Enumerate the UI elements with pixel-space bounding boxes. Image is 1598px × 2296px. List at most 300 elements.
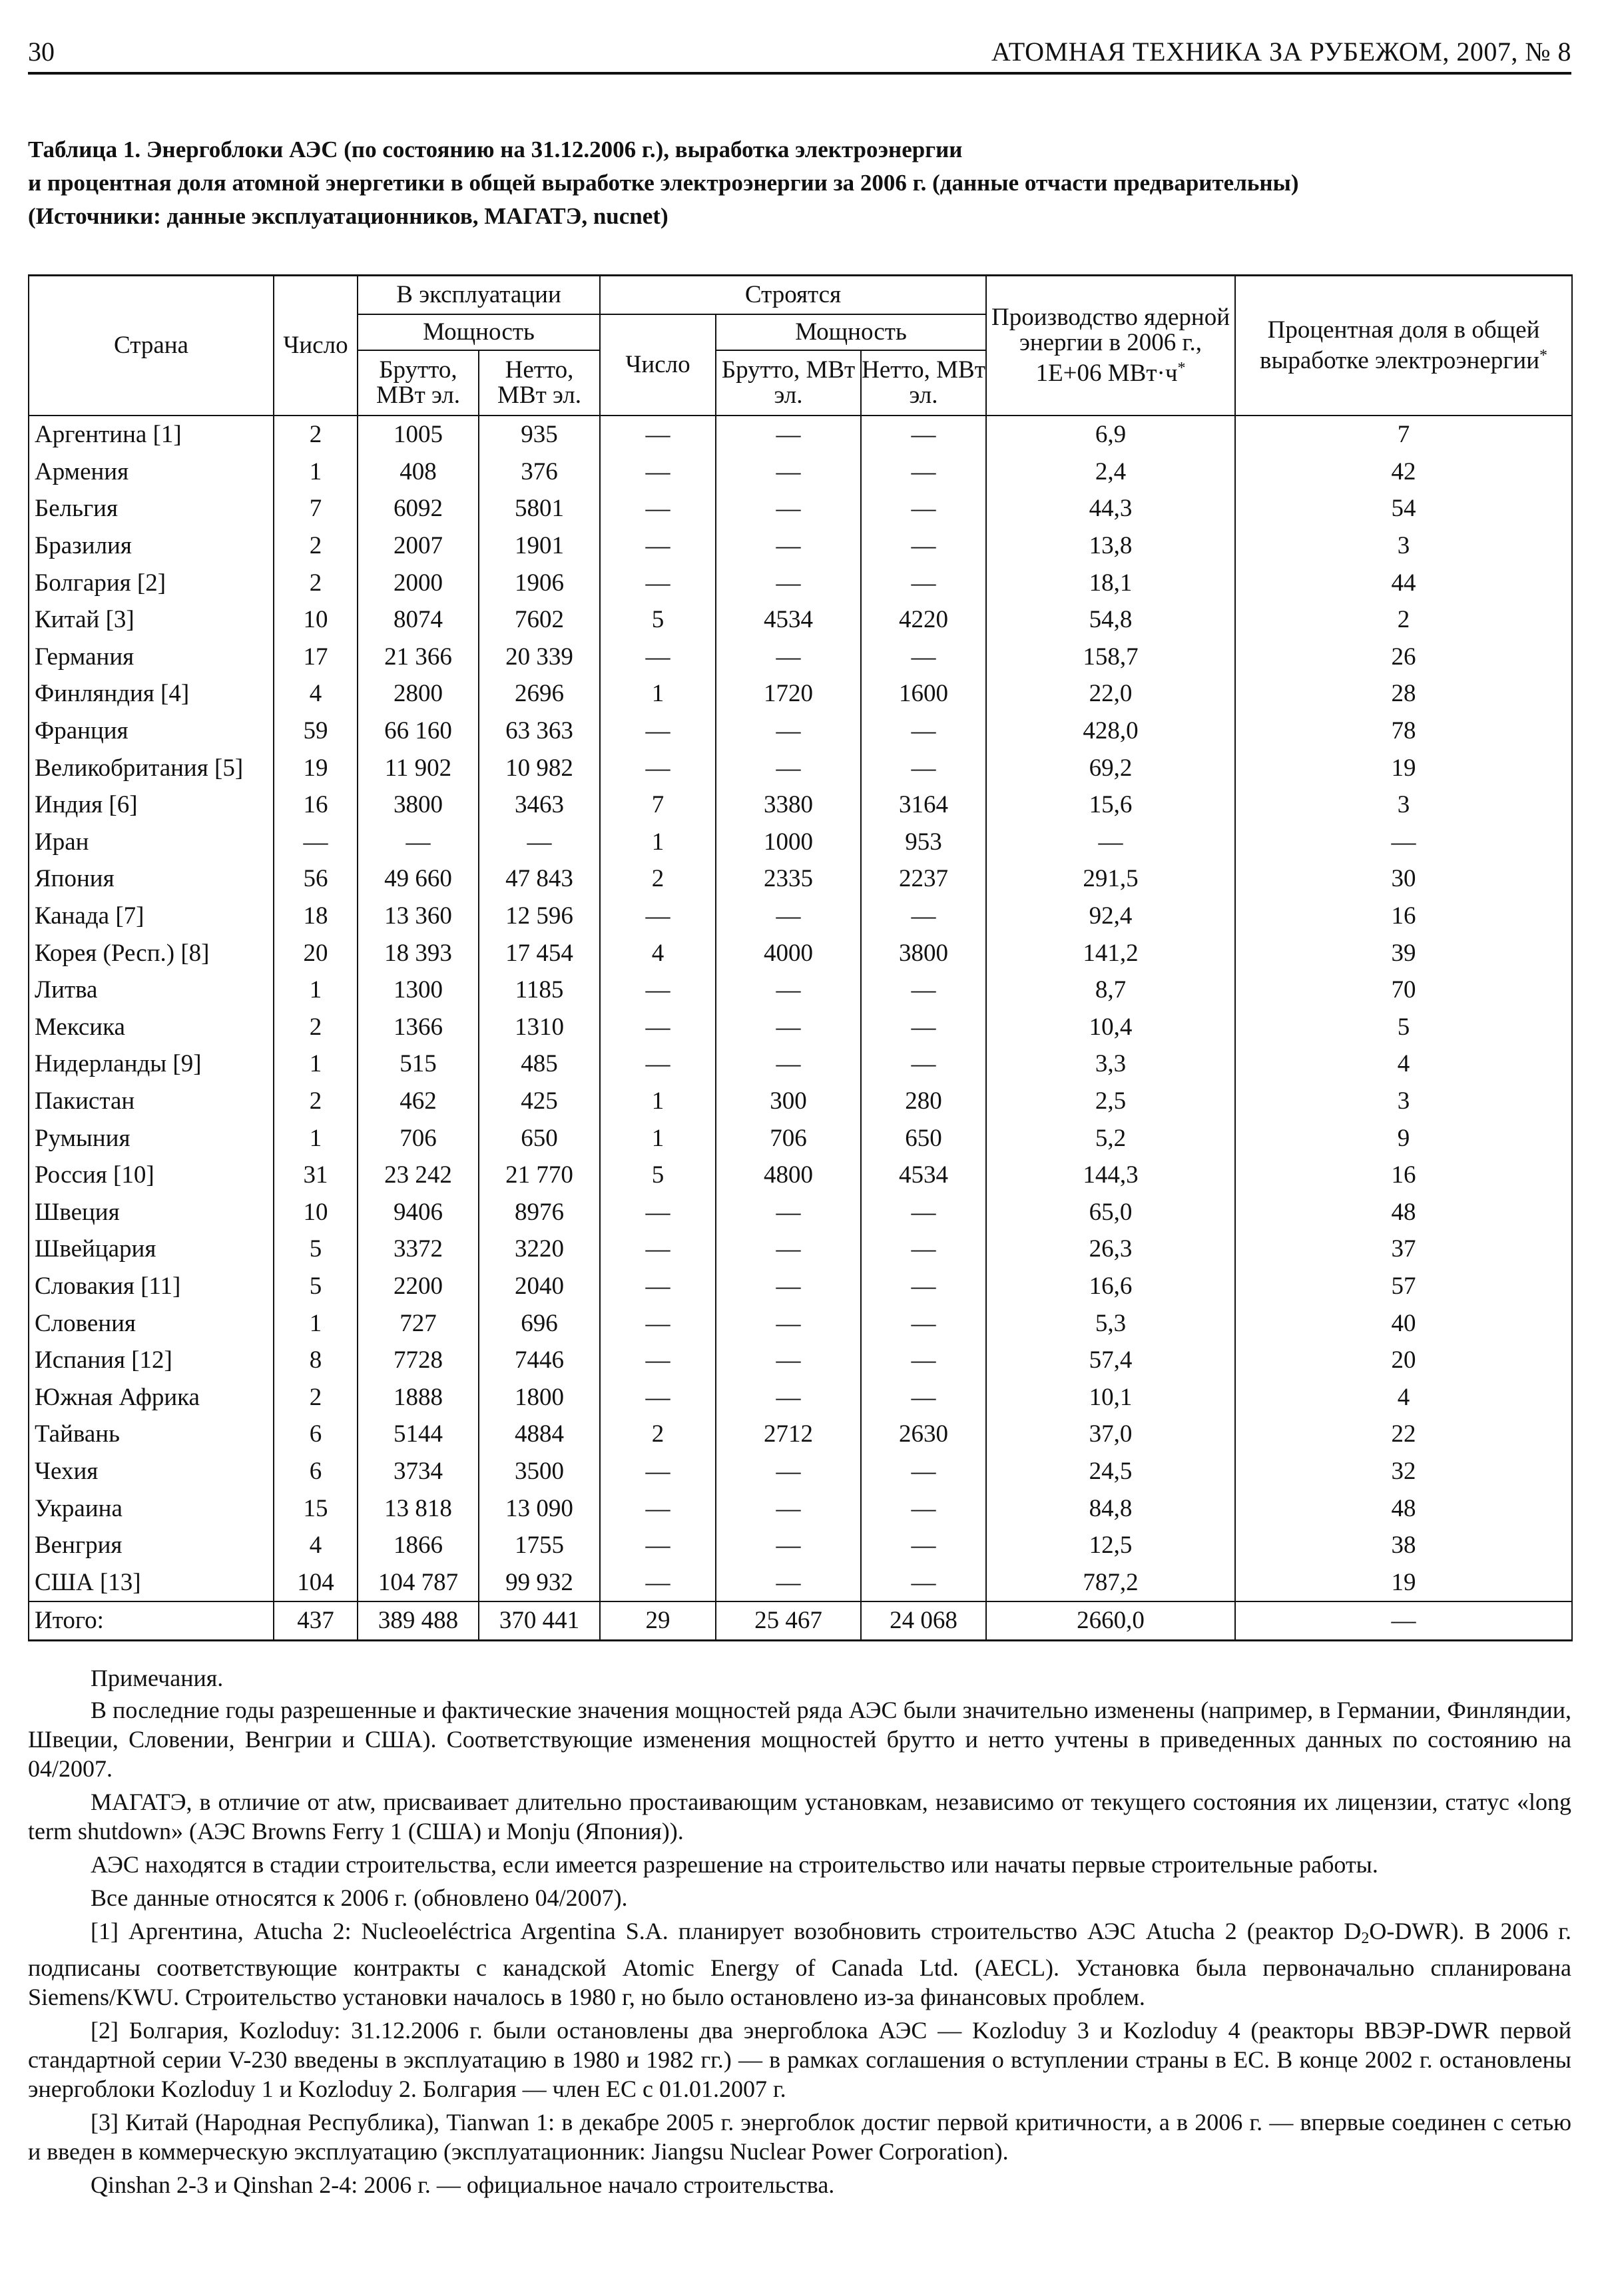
note-5-part-a: [1] Аргентина, Atucha 2: Nucleoeléctrica Argentina S.A. планирует возобновить строительство АЭС Atucha 2 (реактор D [91, 1918, 1362, 1944]
cell-count-uc: — [600, 453, 716, 491]
caption-line-1: Таблица 1. Энергоблоки АЭС (по состоянию на 31.12.2006 г.), выработка электроэнергии [28, 137, 963, 162]
cell-production: 54,8 [986, 601, 1235, 639]
cell-gross: 6092 [358, 490, 479, 527]
cell-gross: 2800 [358, 675, 479, 713]
table-row [29, 601, 1572, 639]
cell-count-uc: — [600, 1453, 716, 1490]
cell-gross-uc: — [716, 1564, 861, 1601]
cell-net: 1800 [479, 1378, 600, 1416]
cell-net-uc: — [861, 1527, 986, 1564]
cell-gross-uc: — [716, 453, 861, 491]
cell-net-uc: — [861, 416, 986, 453]
cell-net: 63 363 [479, 713, 600, 750]
cell-net-uc: — [861, 898, 986, 935]
cell-count: — [274, 824, 358, 861]
cell-gross: 1888 [358, 1378, 479, 1416]
cell-gross: 18 393 [358, 934, 479, 972]
cell-gross-uc: 1000 [716, 824, 861, 861]
production-asterisk: * [1177, 360, 1186, 377]
cell-count-uc: — [600, 1564, 716, 1601]
cell-gross-uc: — [716, 972, 861, 1009]
cell-count-uc: 29 [600, 1601, 716, 1640]
cell-count-uc: — [600, 564, 716, 601]
table-row [29, 1527, 1572, 1564]
cell-gross: 3800 [358, 786, 479, 824]
cell-count: 59 [274, 713, 358, 750]
table-row [29, 824, 1572, 861]
cell-gross-uc: — [716, 1268, 861, 1305]
table-row [29, 898, 1572, 935]
cell-gross: 104 787 [358, 1564, 479, 1601]
cell-share: 7 [1235, 416, 1572, 453]
cell-gross: 1300 [358, 972, 479, 1009]
col-share [1235, 276, 1572, 416]
note-paragraph-6: [2] Болгария, Kozloduy: 31.12.2006 г. были остановлены два энергоблока АЭС — Kozloduy 3 и Kozloduy 4 (реакторы ВВЭР-DWR первой стандартной серии V-230 введены в эксплуатацию в 1980 и 1982 гг.) — в рамках соглашения о вступлении страны в ЕС. В конце 2002 г. остановлены энергоблоки Kozloduy 1 и Kozloduy 2. Болгария — член ЕС с 01.01.2007 г. [28, 2017, 1571, 2102]
note-paragraph-3: АЭС находятся в стадии строительства, если имеется разрешение на строительство или начаты первые строительные работы. [91, 1851, 1378, 1878]
cell-net: 13 090 [479, 1490, 600, 1527]
cell-net: 1906 [479, 564, 600, 601]
cell-count: 18 [274, 898, 358, 935]
col-count-uc: Число [600, 314, 716, 416]
cell-count: 2 [274, 1083, 358, 1120]
cell-gross-uc: 706 [716, 1119, 861, 1157]
cell-share: 28 [1235, 675, 1572, 713]
cell-gross-uc: — [716, 490, 861, 527]
cell-count-uc: — [600, 490, 716, 527]
cell-count: 20 [274, 934, 358, 972]
cell-count: 2 [274, 1009, 358, 1046]
cell-count-uc: — [600, 1193, 716, 1231]
cell-production: 787,2 [986, 1564, 1235, 1601]
cell-country: Россия [10] [29, 1157, 274, 1194]
cell-net-uc: 4220 [861, 601, 986, 639]
cell-net-uc: 2237 [861, 860, 986, 898]
cell-gross-uc: 300 [716, 1083, 861, 1120]
cell-share: 44 [1235, 564, 1572, 601]
cell-production: 6,9 [986, 416, 1235, 453]
cell-count-uc: 1 [600, 1119, 716, 1157]
cell-share: 32 [1235, 1453, 1572, 1490]
cell-country: Чехия [29, 1453, 274, 1490]
cell-production: 8,7 [986, 972, 1235, 1009]
cell-production: 428,0 [986, 713, 1235, 750]
table-row [29, 1342, 1572, 1379]
col-production [986, 276, 1235, 416]
table-row [29, 1045, 1572, 1083]
cell-net: 20 339 [479, 639, 600, 676]
cell-count-uc: — [600, 1342, 716, 1379]
cell-share: 48 [1235, 1490, 1572, 1527]
cell-net: 99 932 [479, 1564, 600, 1601]
cell-share: 20 [1235, 1342, 1572, 1379]
table-row [29, 1304, 1572, 1342]
cell-country: Бельгия [29, 490, 274, 527]
cell-count: 31 [274, 1157, 358, 1194]
cell-gross: 13 818 [358, 1490, 479, 1527]
cell-gross: 9406 [358, 1193, 479, 1231]
table-row [29, 1564, 1572, 1601]
cell-gross-uc: — [716, 639, 861, 676]
cell-net: 21 770 [479, 1157, 600, 1194]
cell-net: 47 843 [479, 860, 600, 898]
cell-count: 1 [274, 1045, 358, 1083]
cell-count-uc: 1 [600, 675, 716, 713]
cell-count: 5 [274, 1231, 358, 1268]
cell-production: 158,7 [986, 639, 1235, 676]
cell-count: 19 [274, 749, 358, 786]
cell-share: 57 [1235, 1268, 1572, 1305]
cell-net-uc: — [861, 1564, 986, 1601]
table-row [29, 639, 1572, 676]
cell-gross: 11 902 [358, 749, 479, 786]
cell-gross: 1005 [358, 416, 479, 453]
note-paragraph-8: Qinshan 2-3 и Qinshan 2-4: 2006 г. — официальное начало строительства. [91, 2171, 835, 2198]
cell-gross: 8074 [358, 601, 479, 639]
cell-count: 2 [274, 527, 358, 565]
cell-gross-uc: — [716, 416, 861, 453]
cell-net-uc: 2630 [861, 1416, 986, 1453]
cell-net: 4884 [479, 1416, 600, 1453]
cell-production: 2,4 [986, 453, 1235, 491]
cell-net-uc: — [861, 1342, 986, 1379]
cell-count: 16 [274, 786, 358, 824]
cell-country: Аргентина [1] [29, 416, 274, 453]
cell-net: 2040 [479, 1268, 600, 1305]
cell-net-uc: — [861, 1009, 986, 1046]
cell-gross: — [358, 824, 479, 861]
cell-count-uc: — [600, 1268, 716, 1305]
cell-net: — [479, 824, 600, 861]
page-number: 30 [28, 37, 55, 67]
journal-title: АТОМНАЯ ТЕХНИКА ЗА РУБЕЖОМ, 2007, № 8 [991, 37, 1571, 67]
table-row [29, 1378, 1572, 1416]
cell-production: 26,3 [986, 1231, 1235, 1268]
cell-net-uc: — [861, 1304, 986, 1342]
cell-count-uc: 7 [600, 786, 716, 824]
note-paragraph-4: Все данные относятся к 2006 г. (обновлено 04/2007). [91, 1884, 628, 1911]
cell-country: Словения [29, 1304, 274, 1342]
cell-gross: 7728 [358, 1342, 479, 1379]
caption-line-3: (Источники: данные эксплуатационников, МАГАТЭ, nucnet) [28, 203, 668, 229]
cell-count: 4 [274, 1527, 358, 1564]
table-row [29, 1490, 1572, 1527]
cell-gross-uc: — [716, 527, 861, 565]
cell-count: 104 [274, 1564, 358, 1601]
cell-production: 69,2 [986, 749, 1235, 786]
cell-gross-uc: — [716, 1378, 861, 1416]
cell-net-uc: — [861, 639, 986, 676]
cell-country: Болгария [2] [29, 564, 274, 601]
cell-production: 144,3 [986, 1157, 1235, 1194]
cell-country: Украина [29, 1490, 274, 1527]
cell-net: 3463 [479, 786, 600, 824]
cell-gross: 49 660 [358, 860, 479, 898]
cell-share: 42 [1235, 453, 1572, 491]
cell-production: 141,2 [986, 934, 1235, 972]
cell-net-uc: — [861, 527, 986, 565]
table-row [29, 1157, 1572, 1194]
col-share-label: Процентная доля в общей выработке электроэнергии [1260, 316, 1540, 374]
cell-country: Великобритания [5] [29, 749, 274, 786]
cell-count: 4 [274, 675, 358, 713]
npp-table [28, 274, 1573, 1641]
cell-gross: 5144 [358, 1416, 479, 1453]
cell-share: 4 [1235, 1378, 1572, 1416]
col-power-uc: Мощность [716, 314, 986, 350]
cell-net: 1755 [479, 1527, 600, 1564]
cell-net: 376 [479, 453, 600, 491]
cell-share: 78 [1235, 713, 1572, 750]
cell-gross-uc: — [716, 1231, 861, 1268]
cell-net: 650 [479, 1119, 600, 1157]
cell-production: 5,2 [986, 1119, 1235, 1157]
cell-production: 24,5 [986, 1453, 1235, 1490]
cell-country: Южная Африка [29, 1378, 274, 1416]
cell-net: 7446 [479, 1342, 600, 1379]
cell-gross-uc: — [716, 1527, 861, 1564]
cell-net-uc: — [861, 1231, 986, 1268]
cell-net-uc: 24 068 [861, 1601, 986, 1640]
cell-net-uc: 3164 [861, 786, 986, 824]
cell-count-uc: — [600, 416, 716, 453]
cell-production: 44,3 [986, 490, 1235, 527]
col-gross: Брутто, МВт эл. [358, 350, 479, 416]
note-5-subscript: 2 [1361, 1930, 1370, 1947]
cell-share: 3 [1235, 1083, 1572, 1120]
cell-net-uc: 3800 [861, 934, 986, 972]
table-row [29, 490, 1572, 527]
cell-count: 10 [274, 601, 358, 639]
cell-net-uc: — [861, 1193, 986, 1231]
cell-count-uc: 1 [600, 824, 716, 861]
cell-count-uc: — [600, 972, 716, 1009]
cell-production: 5,3 [986, 1304, 1235, 1342]
cell-count: 1 [274, 972, 358, 1009]
cell-count: 15 [274, 1490, 358, 1527]
cell-gross-uc: — [716, 1304, 861, 1342]
cell-production: 13,8 [986, 527, 1235, 565]
cell-net: 485 [479, 1045, 600, 1083]
cell-share: 2 [1235, 601, 1572, 639]
cell-count: 5 [274, 1268, 358, 1305]
cell-production: 84,8 [986, 1490, 1235, 1527]
cell-net: 370 441 [479, 1601, 600, 1640]
cell-net: 10 982 [479, 749, 600, 786]
cell-count-uc: 2 [600, 860, 716, 898]
cell-count: 1 [274, 1119, 358, 1157]
cell-share: 40 [1235, 1304, 1572, 1342]
cell-net-uc: 4534 [861, 1157, 986, 1194]
cell-count-uc: 2 [600, 1416, 716, 1453]
cell-gross: 706 [358, 1119, 479, 1157]
cell-gross-uc: — [716, 1045, 861, 1083]
cell-share: 3 [1235, 527, 1572, 565]
notes-heading: Примечания. [91, 1665, 224, 1691]
cell-net-uc: — [861, 1490, 986, 1527]
cell-gross: 462 [358, 1083, 479, 1120]
cell-net-uc: — [861, 1453, 986, 1490]
cell-gross-uc: 2712 [716, 1416, 861, 1453]
cell-net: 2696 [479, 675, 600, 713]
cell-net: 12 596 [479, 898, 600, 935]
cell-gross: 1866 [358, 1527, 479, 1564]
cell-share: — [1235, 824, 1572, 861]
col-in-operation: В эксплуатации [358, 276, 600, 315]
cell-net-uc: — [861, 713, 986, 750]
caption-line-2: и процентная доля атомной энергетики в общей выработке электроэнергии за 2006 г. (данные отчасти предварительны) [28, 170, 1299, 196]
note-paragraph-1: В последние годы разрешенные и фактические значения мощностей ряда АЭС были значительно изменены (например, в Германии, Финляндии, Швеции, Словении, Венгрии и США). Соответствующие изменения мощностей брутто и нетто учтены в приведенных данных по состоянию на 04/2007. [28, 1697, 1571, 1782]
cell-count-uc: — [600, 1009, 716, 1046]
cell-gross: 2007 [358, 527, 479, 565]
cell-production: 16,6 [986, 1268, 1235, 1305]
note-paragraph-5 [28, 1916, 1571, 2012]
table-row [29, 1231, 1572, 1268]
cell-net-uc: 953 [861, 824, 986, 861]
cell-share: 22 [1235, 1416, 1572, 1453]
cell-share: 48 [1235, 1193, 1572, 1231]
cell-net-uc: 280 [861, 1083, 986, 1120]
cell-share: 38 [1235, 1527, 1572, 1564]
cell-country: Тайвань [29, 1416, 274, 1453]
cell-gross: 3734 [358, 1453, 479, 1490]
table-row [29, 1416, 1572, 1453]
cell-country: Пакистан [29, 1083, 274, 1120]
cell-count-uc: 1 [600, 1083, 716, 1120]
cell-net-uc: 1600 [861, 675, 986, 713]
cell-gross-uc: — [716, 564, 861, 601]
cell-share: 3 [1235, 786, 1572, 824]
cell-count-uc: — [600, 1527, 716, 1564]
cell-share: 39 [1235, 934, 1572, 972]
cell-count-uc: 4 [600, 934, 716, 972]
cell-count: 56 [274, 860, 358, 898]
note-paragraph-2: МАГАТЭ, в отличие от atw, присваивает длительно простаивающим установкам, независимо от текущего состояния их лицензии, статус «long term shutdown» (АЭС Browns Ferry 1 (США) и Monju (Япония)). [28, 1789, 1571, 1845]
cell-net-uc: — [861, 453, 986, 491]
table-row [29, 749, 1572, 786]
cell-net: 5801 [479, 490, 600, 527]
cell-production: 92,4 [986, 898, 1235, 935]
cell-gross: 21 366 [358, 639, 479, 676]
cell-share: 30 [1235, 860, 1572, 898]
cell-count: 8 [274, 1342, 358, 1379]
cell-share: 70 [1235, 972, 1572, 1009]
cell-count: 7 [274, 490, 358, 527]
total-row [29, 1601, 1572, 1640]
cell-share: 5 [1235, 1009, 1572, 1046]
cell-count: 437 [274, 1601, 358, 1640]
cell-country: Швейцария [29, 1231, 274, 1268]
cell-gross: 515 [358, 1045, 479, 1083]
cell-net-uc: — [861, 1378, 986, 1416]
cell-count: 10 [274, 1193, 358, 1231]
cell-country: Канада [7] [29, 898, 274, 935]
cell-production: 15,6 [986, 786, 1235, 824]
table-row [29, 1268, 1572, 1305]
cell-production: 2660,0 [986, 1601, 1235, 1640]
cell-count-uc: — [600, 1304, 716, 1342]
cell-country: Словакия [11] [29, 1268, 274, 1305]
cell-production: 10,4 [986, 1009, 1235, 1046]
cell-country: Румыния [29, 1119, 274, 1157]
cell-net-uc: — [861, 490, 986, 527]
page-header [28, 35, 1571, 75]
cell-gross-uc: 4000 [716, 934, 861, 972]
col-net-uc: Нетто, МВт эл. [861, 350, 986, 416]
table-row [29, 416, 1572, 453]
cell-count: 17 [274, 639, 358, 676]
cell-count: 1 [274, 453, 358, 491]
cell-country: Индия [6] [29, 786, 274, 824]
cell-gross-uc: — [716, 713, 861, 750]
note-paragraph-7: [3] Китай (Народная Республика), Tianwan 1: в декабре 2005 г. энергоблок достиг первой критичности, а в 2006 г. — впервые соединен с сетью и введен в коммерческую эксплуатацию (эксплуатационник: Jiangsu Nuclear Power Corporation). [28, 2109, 1571, 2165]
cell-gross-uc: — [716, 1193, 861, 1231]
table-row [29, 1119, 1572, 1157]
cell-production: 37,0 [986, 1416, 1235, 1453]
table-row [29, 675, 1572, 713]
cell-count: 1 [274, 1304, 358, 1342]
cell-net-uc: — [861, 1268, 986, 1305]
cell-count-uc: — [600, 749, 716, 786]
cell-gross-uc: 4800 [716, 1157, 861, 1194]
cell-country: Иран [29, 824, 274, 861]
cell-share: 19 [1235, 1564, 1572, 1601]
cell-gross: 2200 [358, 1268, 479, 1305]
cell-gross-uc: 1720 [716, 675, 861, 713]
cell-country: Нидерланды [9] [29, 1045, 274, 1083]
cell-net-uc: — [861, 972, 986, 1009]
cell-country: Венгрия [29, 1527, 274, 1564]
cell-net: 1185 [479, 972, 600, 1009]
cell-country: Бразилия [29, 527, 274, 565]
cell-count-uc: 5 [600, 1157, 716, 1194]
cell-country: Швеция [29, 1193, 274, 1231]
cell-gross-uc: 3380 [716, 786, 861, 824]
cell-net: 935 [479, 416, 600, 453]
cell-share: 37 [1235, 1231, 1572, 1268]
cell-net-uc: — [861, 564, 986, 601]
cell-gross: 408 [358, 453, 479, 491]
cell-share: — [1235, 1601, 1572, 1640]
note-5-part-b: O-DWR). В 2006 г. подписаны соответствующие контракты с канадской Atomic Energy of Canada Ltd. (AECL). Установка была первоначально спланирована Siemens/KWU. Строительство установки началось в 1980 г, но было остановлено из-за финансовых проблем. [28, 1918, 1572, 2010]
table-row [29, 860, 1572, 898]
cell-count: 2 [274, 1378, 358, 1416]
table-row [29, 972, 1572, 1009]
cell-production: 65,0 [986, 1193, 1235, 1231]
cell-country: Корея (Респ.) [8] [29, 934, 274, 972]
cell-count-uc: — [600, 713, 716, 750]
cell-production: 12,5 [986, 1527, 1235, 1564]
cell-gross: 23 242 [358, 1157, 479, 1194]
col-production-label: Производство ядерной энергии в 2006 г., 1E+06 МВт·ч [991, 304, 1230, 387]
table-row [29, 453, 1572, 491]
cell-count: 2 [274, 564, 358, 601]
cell-gross-uc: — [716, 898, 861, 935]
cell-gross: 727 [358, 1304, 479, 1342]
cell-production: — [986, 824, 1235, 861]
col-power-op: Мощность [358, 314, 600, 350]
cell-gross-uc: — [716, 1490, 861, 1527]
cell-gross-uc: — [716, 1342, 861, 1379]
table-row [29, 934, 1572, 972]
cell-production: 10,1 [986, 1378, 1235, 1416]
col-gross-uc: Брутто, МВт эл. [716, 350, 861, 416]
cell-net-uc: — [861, 749, 986, 786]
cell-gross: 3372 [358, 1231, 479, 1268]
table-caption [28, 133, 1571, 233]
cell-net: 8976 [479, 1193, 600, 1231]
cell-count-uc: — [600, 1045, 716, 1083]
cell-count: 2 [274, 416, 358, 453]
